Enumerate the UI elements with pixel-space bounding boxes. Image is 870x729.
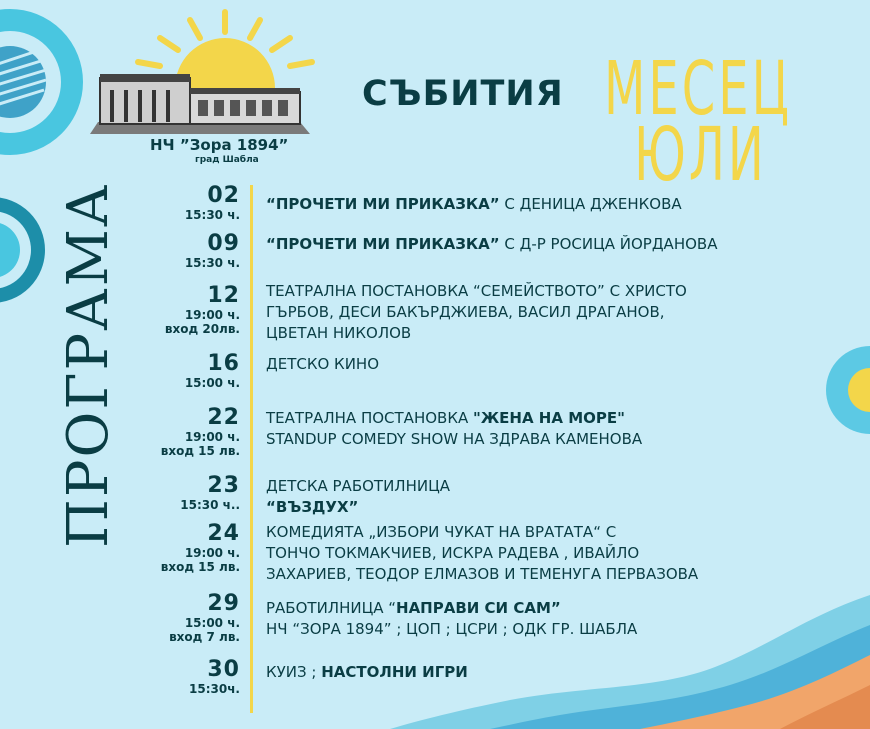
event-date: [0, 474, 240, 512]
event-description-line: STANDUP COMEDY SHOW НА ЗДРАВА КАМЕНОВА: [266, 430, 643, 448]
event-fee: вход 15 лв.: [160, 560, 240, 574]
event-description: [266, 598, 637, 640]
event-date: [0, 284, 240, 336]
event-day: 02: [207, 183, 240, 208]
event-fee: вход 20лв.: [164, 322, 240, 336]
event-date: [0, 522, 240, 574]
event-time: 15:30ч.: [189, 682, 240, 696]
event-time: 15:30 ч.: [184, 256, 240, 270]
event-description-line: ТЕАТРАЛНА ПОСТАНОВКА “СЕМЕЙСТВОТО” С ХРИСТО: [266, 282, 687, 300]
event-description-line: КУИЗ ; НАСТОЛНИ ИГРИ: [266, 663, 468, 681]
event-time: 15:00 ч.: [184, 616, 240, 630]
page-title: СЪБИТИЯ: [362, 74, 564, 114]
event-time: 19:00 ч.: [184, 546, 240, 560]
event-day: 22: [207, 405, 240, 430]
event-day: 09: [207, 231, 240, 256]
event-date: [0, 352, 240, 390]
event-day: 23: [207, 473, 240, 498]
event-date: [0, 232, 240, 270]
event-description-line: РАБОТИЛНИЦА “НАПРАВИ СИ САМ”: [266, 599, 561, 617]
event-description: [266, 194, 682, 215]
event-day: 16: [207, 351, 240, 376]
community-center-building-image: [90, 72, 310, 134]
event-description-line: ТОНЧО ТОКМАКЧИЕВ, ИСКРА РАДЕВА , ИВАЙЛО: [266, 544, 640, 562]
event-description: [266, 408, 642, 450]
event-time: 19:00 ч.: [184, 430, 240, 444]
event-time: 15:00 ч.: [184, 376, 240, 390]
event-description-line: “ВЪЗДУХ”: [266, 498, 359, 516]
event-description-line: “ПРОЧЕТИ МИ ПРИКАЗКА” С ДЕНИЦА ДЖЕНКОВА: [266, 195, 682, 213]
event-description-line: ЗАХАРИЕВ, ТЕОДОР ЕЛМАЗОВ И ТЕМЕНУГА ПЕРВАЗОВА: [266, 565, 699, 583]
event-date: [0, 592, 240, 644]
event-description-line: “ПРОЧЕТИ МИ ПРИКАЗКА” С Д-Р РОСИЦА ЙОРДАНОВА: [266, 235, 718, 253]
event-time: 15:30 ч..: [180, 498, 240, 512]
event-description: [266, 522, 698, 585]
event-fee: вход 7 лв.: [169, 630, 240, 644]
event-description-line: ДЕТСКО КИНО: [266, 355, 380, 373]
logo-town: град Шабла: [195, 155, 259, 165]
event-time: 15:30 ч.: [184, 208, 240, 222]
event-date: [0, 184, 240, 222]
event-date: [0, 658, 240, 696]
right-circle-decoration: [812, 340, 870, 450]
event-fee: вход 15 лв.: [160, 444, 240, 458]
event-day: 30: [207, 657, 240, 682]
event-description-line: ЦВЕТАН НИКОЛОВ: [266, 324, 412, 342]
event-description-line: ГЪРБОВ, ДЕСИ БАКЪРДЖИЕВА, ВАСИЛ ДРАГАНОВ,: [266, 303, 665, 321]
event-date: [0, 406, 240, 458]
event-description: [266, 234, 717, 255]
event-description-line: НЧ “ЗОРА 1894” ; ЦОП ; ЦСРИ ; ОДК ГР. ШАБЛА: [266, 620, 638, 638]
logo-name: НЧ ”Зора 1894”: [150, 136, 289, 154]
month-name: ЮЛИ: [634, 112, 767, 199]
event-day: 29: [207, 591, 240, 616]
event-description-line: ДЕТСКА РАБОТИЛНИЦА: [266, 477, 450, 495]
event-day: 12: [207, 283, 240, 308]
timeline-divider: [250, 185, 253, 713]
event-description: [266, 662, 468, 683]
event-day: 24: [207, 521, 240, 546]
event-description: [266, 354, 379, 375]
event-description-line: КОМЕДИЯТА „ИЗБОРИ ЧУКАТ НА ВРАТАТА“ С: [266, 523, 617, 541]
event-description-line: ТЕАТРАЛНА ПОСТАНОВКА "ЖЕНА НА МОРЕ": [266, 409, 625, 427]
month-label: МЕСЕЦ: [604, 46, 792, 133]
event-description: [266, 281, 687, 344]
event-description: [266, 476, 450, 518]
program-vertical-title: ПРОГРАМА: [56, 182, 121, 548]
event-time: 19:00 ч.: [184, 308, 240, 322]
